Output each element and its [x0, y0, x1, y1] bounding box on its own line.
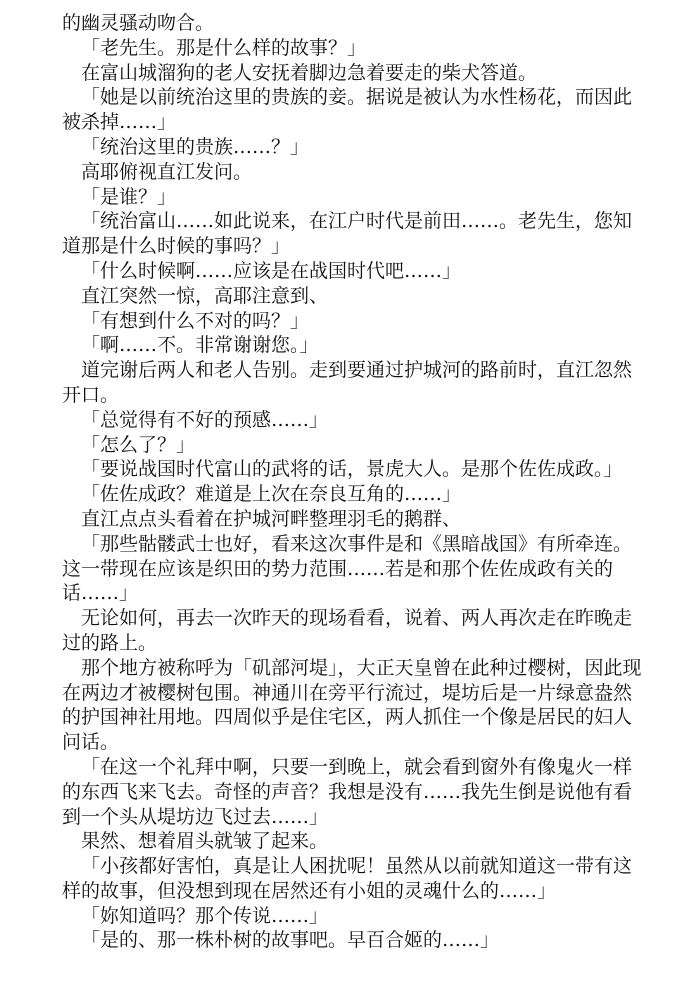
- paragraph: 那个地方被称呼为「矶部河堤」，大正天皇曾在此种过樱树，因此现在两边才被樱树包围。神通川在旁平行流过，堤坊后是一片绿意盎然的护国神社用地。四周似乎是住宅区，两人抓住一个像是居民的妇人问话。: [62, 656, 642, 754]
- paragraph: 「统治富山……如此说来，在江户时代是前田……。老先生，您知道那是什么时候的事吗？」: [62, 210, 633, 258]
- paragraph: 直江突然一惊，高耶注意到、: [81, 284, 329, 307]
- paragraph: 「那些骷髅武士也好，看来这次事件是和《黑暗战国》有所牵连。这一带现在应该是织田的势力范围……若是和那个佐佐成政有关的话……」: [62, 532, 633, 605]
- paragraph: 在富山城溜狗的老人安抚着脚边急着要走的柴犬答道。: [81, 61, 538, 84]
- paragraph: 「小孩都好害怕，真是让人困扰呢！虽然从以前就知道这一带有这样的故事，但没想到现在居然还有小姐的灵魂什么的……」: [62, 855, 633, 902]
- paragraph: 果然、想着眉头就皱了起来。: [81, 830, 329, 853]
- paragraph: 高耶俯视直江发问。: [81, 160, 253, 183]
- paragraph: 「有想到什么不对的吗？」: [81, 309, 310, 332]
- text-body: [62, 11, 642, 953]
- paragraph: 「老先生。那是什么样的故事？」: [81, 36, 367, 59]
- paragraph: 的幽灵骚动吻合。: [62, 12, 215, 34]
- paragraph: 「在这一个礼拜中啊，只要一到晚上，就会看到窗外有像鬼火一样的东西飞来飞去。奇怪的声音？我想是没有……我先生倒是说他有看到一个头从堤坊边飞过去……」: [62, 755, 633, 828]
- paragraph: 「要说战国时代富山的武将的话，景虎大人。是那个佐佐成政。」: [81, 458, 623, 481]
- paragraph: 道完谢后两人和老人告别。走到要通过护城河的路前时，直江忽然开口。: [62, 359, 633, 406]
- paragraph: 「她是以前统治这里的贵族的妾。据说是被认为水性杨花，而因此被杀掉……」: [62, 86, 633, 134]
- paragraph: 「是谁？」: [81, 185, 177, 208]
- paragraph: 「统治这里的贵族……？」: [81, 135, 310, 158]
- paragraph: 「是的、那一株朴树的故事吧。早百合姬的……」: [81, 929, 500, 952]
- paragraph: 「啊……不。非常谢谢您。」: [81, 334, 319, 357]
- paragraph: 「佐佐成政？难道是上次在奈良互角的……」: [81, 483, 462, 506]
- paragraph: 「怎么了？」: [81, 433, 196, 456]
- paragraph: 无论如何，再去一次昨天的现场看看，说着、两人再次走在昨晚走过的路上。: [62, 607, 633, 654]
- paragraph: 「总觉得有不好的预感……」: [81, 408, 329, 431]
- paragraph: 「妳知道吗？那个传说……」: [81, 904, 329, 927]
- paragraph: 「什么时候啊……应该是在战国时代吧……」: [81, 259, 462, 282]
- paragraph: 直江点点头看着在护城河畔整理羽毛的鹅群、: [81, 507, 462, 530]
